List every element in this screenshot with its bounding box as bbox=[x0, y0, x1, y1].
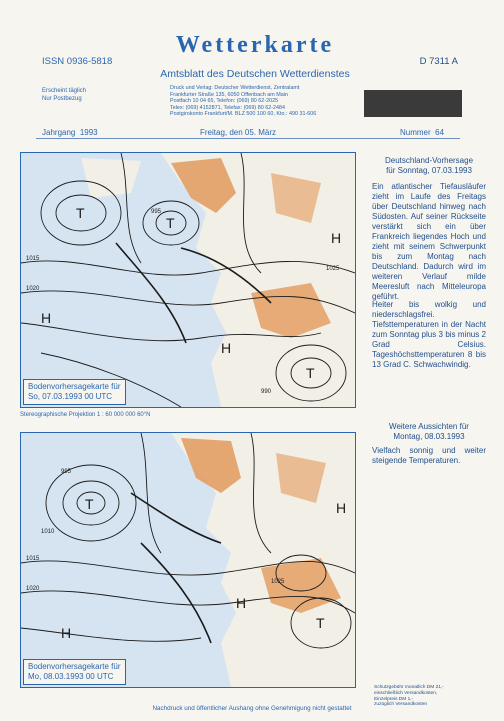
price-line: einschließlich Versandkosten, bbox=[374, 690, 438, 696]
header-divider bbox=[36, 138, 460, 139]
isobar-label: 1020 bbox=[26, 586, 40, 592]
map-caption bbox=[23, 379, 126, 405]
issue-date: Freitag, den 05. März bbox=[200, 128, 277, 137]
weather-map-2 bbox=[21, 433, 355, 687]
isobar-label: 1025 bbox=[326, 266, 340, 272]
price-line: zuzüglich Versandkosten bbox=[374, 702, 428, 708]
high-pressure-marker: H bbox=[61, 625, 72, 641]
low-pressure-marker: T bbox=[166, 215, 175, 231]
publisher-line: Frankfurter Straße 135, 6050 Offenbach am Main bbox=[170, 91, 288, 98]
jahrgang-label: Jahrgang bbox=[42, 128, 76, 137]
outlook-heading-line: Weitere Aussichten für bbox=[389, 422, 469, 431]
projection-note: Stereographische Projektion 1 : 60 000 000 60°N bbox=[20, 412, 151, 418]
forecast-paragraph-2: Heiter bis wolkig und niederschlagsfrei. Tiefsttemperaturen in der Nacht zum Sonntag plus 3 bis minus 2 Grad Celsius. Tageshöchsttemperaturen 8 bis 13 Grad C. Schwachwindig. bbox=[372, 300, 486, 369]
map-caption-line bbox=[28, 672, 121, 682]
isobar-label: 995 bbox=[61, 469, 72, 475]
nummer-value: 64 bbox=[435, 128, 445, 137]
jahrgang bbox=[42, 128, 98, 137]
issn: ISSN 0936-5818 bbox=[42, 56, 113, 67]
isobar-label: 990 bbox=[261, 389, 272, 395]
isobar-label: 1010 bbox=[41, 529, 55, 535]
publisher-line: Telex: (069) 4152871, Telefax: (069) 80 62-2484 bbox=[170, 104, 285, 111]
forecast-map-monday bbox=[20, 432, 356, 688]
address-stamp bbox=[364, 90, 462, 117]
publisher-line: Postgirokonto Frankfurt/M. BLZ 500 100 60, Kto.: 490 31-606 bbox=[170, 111, 317, 118]
isobar-label: 1015 bbox=[26, 556, 40, 562]
publish-note-line: Erscheint täglich bbox=[42, 88, 87, 94]
map-caption-line: Bodenvorhersagekarte für bbox=[28, 662, 121, 671]
high-pressure-marker: H bbox=[336, 500, 347, 516]
publisher-info bbox=[170, 85, 340, 118]
map-caption bbox=[23, 659, 126, 685]
nummer-label: Nummer bbox=[400, 128, 431, 137]
map-caption-line: Bodenvorhersagekarte für bbox=[28, 382, 121, 391]
isobar-label: 1015 bbox=[26, 256, 40, 262]
price-line: Einzelpreis DM 1,- bbox=[374, 696, 414, 702]
high-pressure-marker: H bbox=[236, 595, 247, 611]
weather-map-1 bbox=[21, 153, 355, 407]
isobar-label: 1020 bbox=[26, 286, 40, 292]
publish-note bbox=[42, 88, 86, 103]
jahrgang-value: 1993 bbox=[79, 128, 98, 137]
map-caption-date: Mo, 08.03.1993 00 bbox=[28, 672, 95, 681]
issue-number bbox=[400, 128, 444, 137]
forecast-heading-line: Deutschland-Vorhersage bbox=[384, 156, 474, 165]
low-pressure-marker: T bbox=[316, 615, 325, 631]
forecast-map-sunday bbox=[20, 152, 356, 408]
forecast-heading-line: für Sonntag, 07.03.1993 bbox=[386, 166, 472, 175]
map-caption-utc: UTC bbox=[96, 672, 114, 681]
price-line: Schutzgebühr monatlich DM 21,- bbox=[374, 685, 444, 690]
outlook-heading-line: Montag, 08.03.1993 bbox=[393, 432, 465, 441]
low-pressure-marker: T bbox=[76, 205, 85, 221]
map-caption-date: So, 07.03.1993 00 bbox=[28, 392, 94, 401]
outlook-text: Vielfach sonnig und weiter steigende Temperaturen. bbox=[372, 446, 486, 465]
page-subtitle: Amtsblatt des Deutschen Wetterdienstes bbox=[160, 68, 350, 80]
map-caption-utc: UTC bbox=[95, 392, 113, 401]
high-pressure-marker: H bbox=[221, 340, 232, 356]
forecast-paragraph-1: Ein atlantischer Tiefausläufer zieht im Laufe des Freitags über Deutschland hinweg nach Südosten. Auf seiner Rückseite verstärkt sich ein über Frankreich liegendes Hoch und zieht mit seinem Schwerpunkt bis zum Montag nach Deutschland. Dadurch wird im weiteren Verlauf milde Meeresluft nach Mitteleuropa geführt. bbox=[372, 182, 486, 301]
publication-code: D 7311 A bbox=[419, 56, 458, 67]
publisher-line: Druck und Verlag: Deutscher Wetterdienst, Zentralamt bbox=[170, 85, 300, 91]
isobar-label: 1025 bbox=[271, 579, 285, 585]
map-caption-line bbox=[28, 392, 121, 402]
high-pressure-marker: H bbox=[41, 310, 52, 326]
page-title: Wetterkarte bbox=[175, 32, 335, 58]
publish-note-line: Nur Postbezug bbox=[42, 95, 82, 102]
low-pressure-marker: T bbox=[85, 496, 94, 512]
isobar-label: 995 bbox=[151, 209, 162, 215]
high-pressure-marker: H bbox=[331, 230, 342, 246]
outlook-heading bbox=[372, 422, 486, 442]
copyright-footer: Nachdruck und öffentlicher Aushang ohne Genehmigung nicht gestattet bbox=[152, 705, 352, 712]
forecast-heading bbox=[372, 156, 486, 176]
low-pressure-marker: T bbox=[306, 365, 315, 381]
publisher-line: Postfach 10 04 65, Telefon: (069) 80 62-2025 bbox=[170, 98, 279, 105]
